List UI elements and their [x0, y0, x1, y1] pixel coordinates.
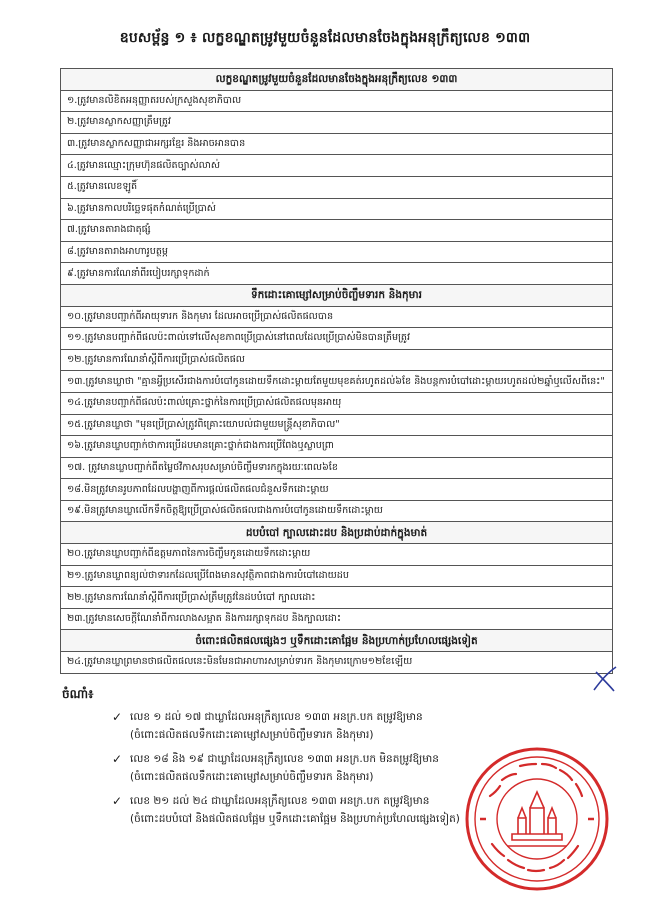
requirement-text: ២.ត្រូវមានស្លាកសញ្ញាត្រឹមត្រូវ [61, 112, 613, 134]
requirement-text: ១.ត្រូវមានលិខិតអនុញ្ញាតរបស់ក្រសួងសុខាភិបាល [61, 90, 613, 112]
requirement-text: ២៣.ត្រូវមានសេចក្តីណែនាំពីការលាងសម្អាត និងការរក្សាទុកដប និងក្បាលដោះ [61, 608, 613, 630]
table-row [61, 652, 613, 674]
requirement-text: ៧.ត្រូវមានតារាងជាតុផ្សំ [61, 220, 613, 242]
requirement-text: ១៨.មិនត្រូវមានរូបភាពដែលបង្ហាញពីការផ្តល់ផលិតផលជំនួសទឹកដោះម្តាយ [61, 479, 613, 501]
requirements-table [60, 68, 613, 674]
table-row [61, 306, 613, 328]
requirement-text: ៩.ត្រូវមានការណែនាំពីរបៀបរក្សាទុកដាក់ [61, 263, 613, 285]
note-text: លេខ ២១ ដល់ ២៤ ជាឃ្លាដែលអនុក្រឹត្យលេខ ១៣៣ អនក្រ.បក តម្រូវឱ្យមាន [130, 795, 430, 807]
note-text: លេខ ១ ដល់ ១៧ ជាឃ្លាដែលអនុក្រឹត្យលេខ ១៣៣ អនក្រ.បក តម្រូវឱ្យមាន [130, 711, 423, 723]
requirement-text: ២០.ត្រូវមានឃ្លាបញ្ជាក់ពីឧត្តមភាពនៃការចិញ្ចឹមកូនដោយទឹកដោះម្តាយ [61, 544, 613, 566]
note-subtext: (ចំពោះផលិតផលទឹកដោះគោម្សៅសម្រាប់ចិញ្ចឹមទារក និងកុមារ) [130, 771, 374, 783]
requirement-text: ១៩.មិនត្រូវមានឃ្លាលើកទឹកចិត្តឱ្យប្រើប្រាស់ផលិតផលជាងការបំបៅកូនដោយទឹកដោះម្តាយ [61, 500, 613, 522]
requirement-text: ១០.ត្រូវមានបញ្ជាក់ពីអាយុទារក និងកុមារ ដែលអាចប្រើប្រាស់ផលិតផលបាន [61, 306, 613, 328]
table-row [61, 436, 613, 458]
section-heading-row [61, 522, 613, 544]
table-row [61, 414, 613, 436]
table-row [61, 112, 613, 134]
notes-label: ចំណាំ៖ [62, 687, 94, 701]
section-heading-row [61, 630, 613, 652]
table-row [61, 371, 613, 393]
note-text: លេខ ១៨ និង ១៩ ជាឃ្លាដែលអនុក្រឹត្យលេខ ១៣៣ អនក្រ.បក មិនតម្រូវឱ្យមាន [130, 753, 439, 765]
table-row [61, 133, 613, 155]
section-heading-row [61, 69, 613, 91]
note-subtext: (ចំពោះផលិតផលទឹកដោះគោម្សៅសម្រាប់ចិញ្ចឹមទារក និងកុមារ) [130, 729, 374, 741]
table-row [61, 176, 613, 198]
table-row [61, 263, 613, 285]
requirement-text: ៨.ត្រូវមានតារាងអាហារូបត្ថម្ភ [61, 241, 613, 263]
table-row [61, 241, 613, 263]
table-row [61, 479, 613, 501]
requirement-text: ៦.ត្រូវមានកាលបរិច្ឆេទផុតកំណត់ប្រើប្រាស់ [61, 198, 613, 220]
checkmark-icon: ✓ [112, 710, 123, 724]
table-row [61, 198, 613, 220]
requirement-text: ១៦.ត្រូវមានឃ្លាបញ្ជាក់ថាការប្រើដបមានគ្រោះថ្នាក់ជាងការប្រើពែងឬស្លាបព្រា [61, 436, 613, 458]
table-row [61, 587, 613, 609]
table-row [61, 500, 613, 522]
requirement-text: ១៣.ត្រូវមានឃ្លាថា "គ្មានអ្វីប្រសើរជាងការបំបៅកូនដោយទឹកដោះម្តាយតែមួយមុខគត់រហូតដល់៦ខែ និងបន្តការបំបៅដោះម្តាយរហូតដល់២ឆ្នាំឬលើសពីនេះ" [61, 371, 613, 393]
table-row [61, 565, 613, 587]
section-heading: ទឹកដោះគោម្សៅសម្រាប់ចិញ្ចឹមទារក និងកុមារ [61, 284, 613, 306]
table-row [61, 457, 613, 479]
section-heading: ចំពោះផលិតផលផ្សេងៗ ឬទឹកដោះគោផ្អែម និងប្រហាក់ប្រហែលផ្សេងទៀត [61, 630, 613, 652]
table-row [61, 349, 613, 371]
table-row [61, 608, 613, 630]
requirement-text: ១៥.ត្រូវមានឃ្លាថា "មុនប្រើប្រាស់ត្រូវពិគ្រោះយោបល់ជាមួយមន្ត្រីសុខាភិបាល" [61, 414, 613, 436]
requirement-text: ៥.ត្រូវមានលេខឡូតិ៍ [61, 176, 613, 198]
requirement-text: ៣.ត្រូវមានស្លាកសញ្ញាជាអក្សរខ្មែរ និងអាចអានបាន [61, 133, 613, 155]
note-subtext: (ចំពោះដបបំបៅ និងផលិតផលផ្អែម ឬទឹកដោះគោផ្អែម និងប្រហាក់ប្រហែលផ្សេងទៀត) [130, 813, 460, 825]
checkmark-icon: ✓ [112, 752, 123, 766]
pen-mark-icon [590, 664, 620, 694]
official-seal-icon [462, 744, 612, 894]
table-row [61, 392, 613, 414]
requirement-text: ១១.ត្រូវមានបញ្ជាក់ពីផលប៉ះពាល់ទៅលើសុខភាពប្រើប្រាស់នៅពេលដែលប្រើប្រាស់មិនបានត្រឹមត្រូវ [61, 328, 613, 350]
table-row [61, 155, 613, 177]
section-heading-row [61, 284, 613, 306]
requirement-text: ២១.ត្រូវមានឃ្លាពន្យល់ថាទារកដែលប្រើពែងមានសុវត្ថិភាពជាងការបំបៅដោយដប [61, 565, 613, 587]
table-row [61, 220, 613, 242]
requirement-text: ២២.ត្រូវមានការណែនាំស្តីពីការប្រើប្រាស់ត្រឹមត្រូវនៃដបបំបៅ ក្បាលដោះ [61, 587, 613, 609]
table-row [61, 544, 613, 566]
section-heading: ដបបំបៅ ក្បាលដោះដប និងប្រដាប់ដាក់ក្នុងមាត់ [61, 522, 613, 544]
requirement-text: ២៤.ត្រូវមានឃ្លាព្រមានថាផលិតផលនេះមិនមែនជាអាហារសម្រាប់ទារក និងកុមារក្រោម១២ខែឡើយ [61, 652, 613, 674]
requirement-text: ៤.ត្រូវមានឈ្មោះក្រុមហ៊ុនផលិតច្បាស់លាស់ [61, 155, 613, 177]
requirement-text: ១៤.ត្រូវមានបញ្ជាក់ពីផលប៉ះពាល់គ្រោះថ្នាក់នៃការប្រើប្រាស់ផលិតផលមុនអាយុ [61, 392, 613, 414]
requirement-text: ១២.ត្រូវមានការណែនាំស្តីពីការប្រើប្រាស់ផលិតផល [61, 349, 613, 371]
table-row [61, 328, 613, 350]
table-row [61, 90, 613, 112]
checkmark-icon: ✓ [112, 794, 123, 808]
annex-title: ឧបសម្ព័ន្ធ ១ ៖ លក្ខខណ្ឌតម្រូវមួយចំនួនដែលមានចែងក្នុងអនុក្រឹត្យលេខ ១៣៣ [119, 30, 531, 46]
requirement-text: ១៧. ត្រូវមានឃ្លាបញ្ជាក់ពីតម្លៃថវិកាសរុបសម្រាប់ចិញ្ចឹមទារកក្នុងរយៈពេល៦ខែ [61, 457, 613, 479]
section-heading: លក្ខខណ្ឌតម្រូវមួយចំនួនដែលមានចែងក្នុងអនុក្រឹត្យលេខ ១៣៣ [61, 69, 613, 91]
note-item [112, 708, 532, 744]
